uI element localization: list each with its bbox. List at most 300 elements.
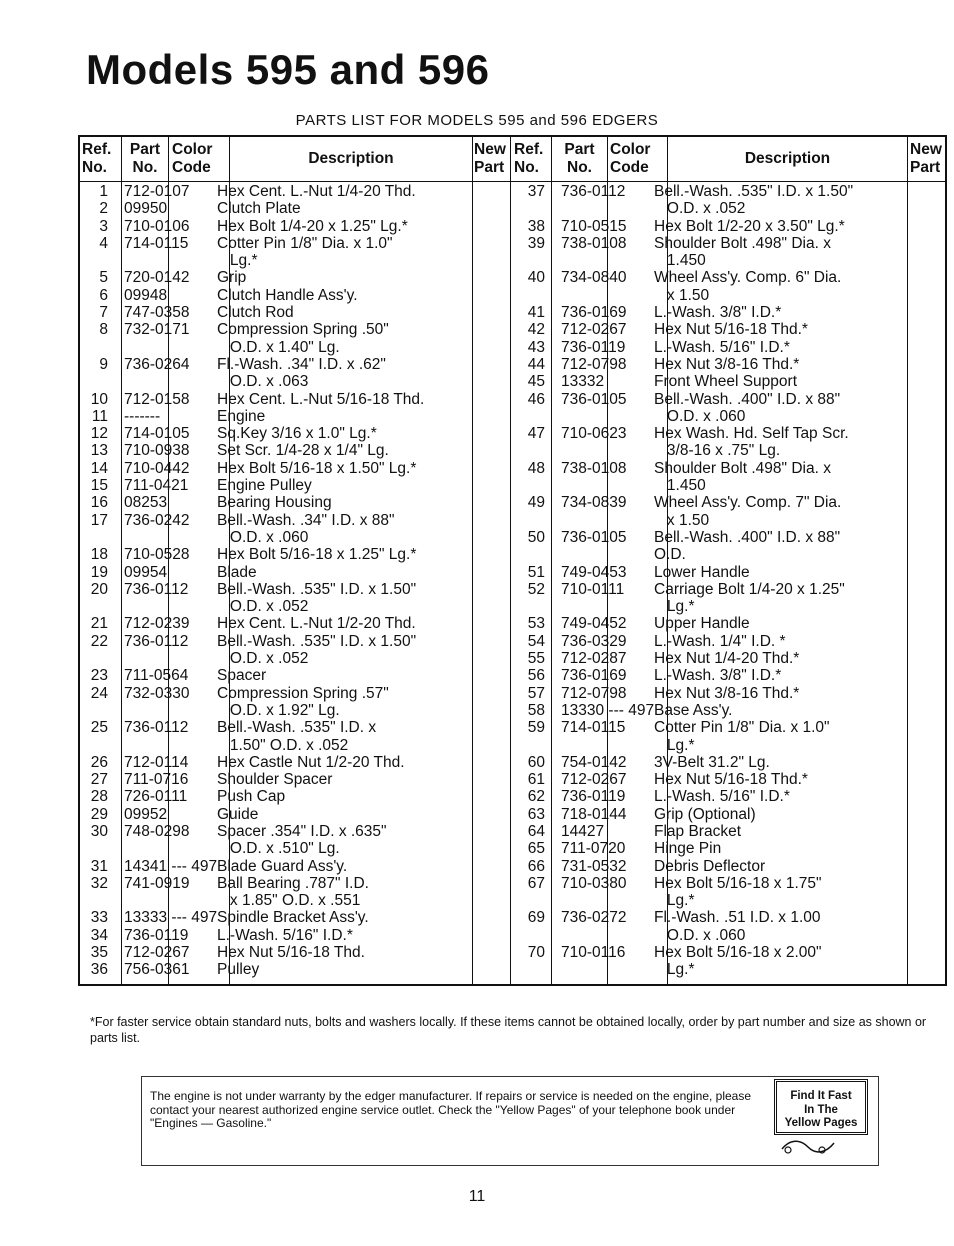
part-number: [545, 512, 644, 529]
table-row: [80, 737, 424, 754]
part-number: [545, 598, 644, 615]
part-description: Blade: [217, 563, 257, 581]
part-description: Lg.*: [654, 736, 695, 754]
part-number: 714-0115: [124, 234, 189, 252]
ref-number: 63: [527, 805, 545, 823]
ref-number: 70: [527, 944, 545, 962]
table-row: [517, 442, 853, 459]
part-description: Sq.Key 3/16 x 1.0" Lg.*: [217, 425, 377, 443]
part-description: O.D. x .052: [217, 650, 309, 668]
part-description: O.D.: [654, 546, 686, 564]
ref-number: 28: [90, 788, 108, 806]
part-description: Set Scr. 1/4-28 x 1/4" Lg.: [217, 442, 389, 460]
part-description: 1.450: [654, 252, 706, 270]
part-description: Hex Cent. L.-Nut 1/2-20 Thd.: [217, 615, 416, 633]
walking-fingers-icon: [778, 1135, 838, 1157]
table-row: [517, 235, 853, 252]
table-row: [517, 944, 853, 961]
header-new: New Part: [910, 141, 942, 176]
ref-number: 57: [527, 684, 545, 702]
part-description: Hex Nut 5/16-18 Thd.*: [654, 771, 808, 789]
table-row: [517, 909, 853, 926]
ref-number: 5: [99, 269, 108, 287]
ref-number: 62: [527, 788, 545, 806]
part-description: Bell.-Wash. .535" I.D. x 1.50": [217, 632, 417, 650]
part-description: x 1.50: [654, 286, 710, 304]
table-row: [80, 252, 424, 269]
header-divider: [80, 181, 945, 182]
part-number: [545, 408, 644, 425]
ref-number: 65: [527, 840, 545, 858]
table-row: [80, 287, 424, 304]
ref-number: 35: [90, 944, 108, 962]
yellow-pages-badge: [774, 1079, 868, 1135]
table-row: [80, 840, 424, 857]
part-description: Hex Castle Nut 1/2-20 Thd.: [217, 753, 405, 771]
part-description: Grip: [217, 269, 247, 287]
table-row: [517, 650, 853, 667]
ref-number: 15: [90, 477, 108, 495]
table-row: [80, 944, 424, 961]
part-description: Front Wheel Support: [654, 373, 798, 391]
ref-number: 6: [99, 286, 108, 304]
table-row: [80, 806, 424, 823]
ref-number: 44: [527, 355, 545, 373]
part-description: O.D. x .063: [217, 373, 309, 391]
part-description: Shoulder Bolt .498" Dia. x: [654, 459, 831, 477]
part-number: [545, 927, 644, 944]
part-number: 748-0298: [124, 822, 190, 840]
part-description: L.-Wash. 3/8" I.D.*: [654, 304, 782, 322]
part-description: Clutch Handle Ass'y.: [217, 286, 358, 304]
part-description: Hex Bolt 5/16-18 x 1.50" Lg.*: [217, 459, 417, 477]
part-number: 08253: [124, 494, 168, 512]
part-number: 736-0112: [124, 632, 189, 650]
ref-number: [80, 529, 108, 546]
part-number: 736-0169: [561, 304, 627, 322]
ref-number: 55: [527, 650, 545, 668]
part-description: L.-Wash. 5/16" I.D.*: [654, 788, 790, 806]
part-description: Guide: [217, 805, 259, 823]
table-row: [517, 287, 853, 304]
table-row: [80, 408, 424, 425]
ref-number: [517, 892, 545, 909]
part-description: O.D. x .052: [217, 598, 309, 616]
table-row: [517, 581, 853, 598]
table-row: [80, 875, 424, 892]
ref-number: 23: [90, 667, 108, 685]
ref-number: 14: [90, 459, 108, 477]
part-description: 3/8-16 x .75" Lg.: [654, 442, 781, 460]
ref-number: 54: [527, 632, 545, 650]
part-description: Upper Handle: [654, 615, 750, 633]
ref-number: 45: [527, 373, 545, 391]
table-row: [517, 512, 853, 529]
table-row: [517, 737, 853, 754]
table-row: [80, 892, 424, 909]
part-description: Base Ass'y.: [654, 701, 733, 719]
table-row: [80, 425, 424, 442]
part-description: Hex Cent. L.-Nut 5/16-18 Thd.: [217, 390, 425, 408]
ref-number: [517, 287, 545, 304]
part-number: 710-0442: [124, 459, 190, 477]
part-number: 738-0108: [561, 234, 627, 252]
part-number: 712-0114: [124, 753, 189, 771]
part-number: [545, 287, 644, 304]
ref-number: 46: [527, 390, 545, 408]
ref-number: 53: [527, 615, 545, 633]
ref-number: 69: [527, 909, 545, 927]
table-row: [80, 235, 424, 252]
table-row: [80, 719, 424, 736]
ref-number: 12: [90, 425, 108, 443]
part-description: Bearing Housing: [217, 494, 332, 512]
part-description: 3V-Belt 31.2" Lg.: [654, 753, 770, 771]
table-row: [517, 356, 853, 373]
part-description: Lg.*: [217, 252, 258, 270]
ref-number: 59: [527, 719, 545, 737]
part-description: Compression Spring .57": [217, 684, 389, 702]
part-description: Hex Nut 3/8-16 Thd.*: [654, 684, 800, 702]
part-number: 754-0142: [561, 753, 627, 771]
part-description: Hex Nut 3/8-16 Thd.*: [654, 355, 800, 373]
part-number: 712-0107: [124, 183, 190, 200]
header-color: Color Code: [172, 141, 213, 176]
part-description: 1.450: [654, 477, 706, 495]
part-description: Spacer: [217, 667, 267, 685]
part-description: O.D. x .052: [654, 200, 746, 218]
part-number: 747-0358: [124, 304, 190, 322]
table-row: [517, 529, 853, 546]
ref-number: 33: [90, 909, 108, 927]
ref-number: 37: [527, 183, 545, 200]
page-title: Models 595 and 596: [86, 46, 490, 93]
right-parts-list: [517, 183, 853, 979]
part-number: 711-0421: [124, 477, 189, 495]
ref-number: 61: [527, 771, 545, 789]
ref-number: 58: [527, 701, 545, 719]
part-description: Wheel Ass'y. Comp. 6" Dia.: [654, 269, 842, 287]
part-number: [108, 598, 207, 615]
table-row: [517, 425, 853, 442]
ref-number: 48: [527, 459, 545, 477]
part-number: 736-0112: [124, 719, 189, 737]
part-description: O.D. x 1.40" Lg.: [217, 338, 340, 356]
ref-number: 29: [90, 805, 108, 823]
table-row: [80, 494, 424, 511]
ref-number: [517, 927, 545, 944]
part-description: Ball Bearing .787" I.D.: [217, 874, 369, 892]
table-row: [517, 183, 853, 200]
table-row: [517, 252, 853, 269]
part-description: x 1.50: [654, 511, 710, 529]
part-number: 736-0329: [561, 632, 627, 650]
ref-number: 27: [90, 771, 108, 789]
left-parts-list: [80, 183, 424, 979]
part-description: Bell.-Wash. .400" I.D. x 88": [654, 390, 841, 408]
part-number: 712-0267: [561, 321, 627, 339]
ref-number: 8: [99, 321, 108, 339]
ref-number: [517, 961, 545, 978]
part-number: 710-0623: [561, 425, 627, 443]
ref-number: 31: [90, 857, 108, 875]
part-description: Spindle Bracket Ass'y.: [217, 909, 369, 927]
part-number: 736-0112: [561, 183, 626, 200]
ref-number: [80, 702, 108, 719]
ref-number: [517, 442, 545, 459]
part-number: [545, 737, 644, 754]
part-number: 710-0106: [124, 217, 190, 235]
table-row: [80, 356, 424, 373]
part-number: 09952: [124, 805, 168, 823]
table-row: [80, 788, 424, 805]
ref-number: 11: [91, 407, 108, 425]
part-number: 736-0264: [124, 355, 190, 373]
col-divider: [907, 137, 908, 984]
table-row: [517, 771, 853, 788]
ref-number: 21: [90, 615, 108, 633]
table-row: [517, 892, 853, 909]
part-description: Bell.-Wash. .535" I.D. x 1.50": [217, 580, 417, 598]
part-number: 736-0119: [124, 926, 189, 944]
part-number: [545, 442, 644, 459]
part-number: 712-0158: [124, 390, 190, 408]
part-number: 712-0267: [124, 944, 190, 962]
table-row: [517, 875, 853, 892]
part-description: O.D. x 1.92" Lg.: [217, 701, 340, 719]
ref-number: 41: [527, 304, 545, 322]
table-row: [517, 494, 853, 511]
part-number: 741-0919: [124, 874, 190, 892]
table-row: [517, 840, 853, 857]
part-number: 711-0716: [124, 771, 189, 789]
part-number: 711-0720: [561, 840, 626, 858]
part-number: 13333 --- 497: [124, 909, 218, 927]
part-description: Fl.-Wash. .34" I.D. x .62": [217, 355, 386, 373]
ref-number: [80, 373, 108, 390]
table-row: [80, 200, 424, 217]
ref-number: [80, 892, 108, 909]
part-number: 736-0272: [561, 909, 627, 927]
part-number: 736-0119: [561, 788, 626, 806]
part-description: Bell.-Wash. .535" I.D. x 1.50": [654, 183, 854, 200]
header-ref: Ref. No.: [82, 141, 112, 176]
part-number: [108, 840, 207, 857]
ref-number: 26: [90, 753, 108, 771]
table-row: [517, 408, 853, 425]
part-number: 736-0169: [561, 667, 627, 685]
table-row: [517, 321, 853, 338]
table-row: [80, 391, 424, 408]
part-number: [545, 961, 644, 978]
table-row: [80, 373, 424, 390]
part-description: Engine Pulley: [217, 477, 312, 495]
ref-number: 24: [90, 684, 108, 702]
table-row: [517, 269, 853, 286]
part-number: 710-0938: [124, 442, 190, 460]
ref-number: 22: [90, 632, 108, 650]
part-number: 718-0144: [561, 805, 627, 823]
part-description: Cotter Pin 1/8" Dia. x 1.0": [654, 719, 830, 737]
part-description: Hex Bolt 1/2-20 x 3.50" Lg.*: [654, 217, 845, 235]
part-number: 09954: [124, 563, 168, 581]
table-row: [80, 615, 424, 632]
table-row: [80, 667, 424, 684]
table-row: [517, 460, 853, 477]
ref-number: 36: [90, 961, 108, 979]
table-row: [517, 961, 853, 978]
notice-text: The engine is not under warranty by the edger manufacturer. If repairs or service is needed on the engine, please contact your nearest authorized engine service outlet. Check the "Yellow Pages" of your telephone book under "Engines — Gasoline.": [150, 1089, 752, 1130]
table-row: [80, 512, 424, 529]
table-row: [80, 927, 424, 944]
part-description: Bell.-Wash. .34" I.D. x 88": [217, 511, 395, 529]
part-number: 712-0287: [561, 650, 627, 668]
part-description: O.D. x .510" Lg.: [217, 840, 340, 858]
part-description: x 1.85" O.D. x .551: [217, 892, 361, 910]
part-number: [545, 477, 644, 494]
part-number: 736-0119: [561, 338, 626, 356]
ref-number: 2: [99, 200, 108, 218]
part-description: Push Cap: [217, 788, 286, 806]
part-description: Lg.*: [654, 892, 695, 910]
part-number: [108, 529, 207, 546]
part-description: Blade Guard Ass'y.: [217, 857, 348, 875]
table-row: [80, 529, 424, 546]
part-description: L.-Wash. 1/4" I.D. *: [654, 632, 786, 650]
ref-number: 20: [90, 580, 108, 598]
part-number: 710-0380: [561, 874, 627, 892]
table-row: [80, 961, 424, 978]
part-number: 09948: [124, 286, 168, 304]
part-number: 714-0115: [561, 719, 626, 737]
ref-number: 40: [527, 269, 545, 287]
part-number: [108, 252, 207, 269]
ref-number: [80, 840, 108, 857]
table-row: [517, 927, 853, 944]
ref-number: 60: [527, 753, 545, 771]
parts-list-subtitle: PARTS LIST FOR MODELS 595 and 596 EDGERS: [295, 112, 659, 129]
ref-number: 13: [90, 442, 108, 460]
table-row: [80, 633, 424, 650]
part-number: 731-0532: [561, 857, 627, 875]
table-row: [80, 546, 424, 563]
part-number: 712-0798: [561, 684, 627, 702]
part-number: 711-0564: [124, 667, 189, 685]
header-description: Description: [744, 150, 831, 167]
part-description: Hex Nut 5/16-18 Thd.: [217, 944, 365, 962]
ref-number: [517, 512, 545, 529]
part-description: Spacer .354" I.D. x .635": [217, 822, 387, 840]
part-description: Engine: [217, 407, 266, 425]
part-description: L.-Wash. 5/16" I.D.*: [654, 338, 790, 356]
engine-warranty-notice: [141, 1076, 879, 1166]
part-description: 1.50" O.D. x .052: [217, 736, 349, 754]
table-row: [80, 183, 424, 200]
part-number: 710-0515: [561, 217, 627, 235]
part-description: Hex Nut 1/4-20 Thd.*: [654, 650, 800, 668]
ref-number: 30: [90, 822, 108, 840]
part-description: Hex Wash. Hd. Self Tap Scr.: [654, 425, 849, 443]
part-description: O.D. x .060: [654, 926, 746, 944]
table-row: [517, 667, 853, 684]
table-row: [80, 218, 424, 235]
footnote: *For faster service obtain standard nuts, bolts and washers locally. If these items cannot be obtained locally, order by part number and size as shown or parts list.: [90, 1015, 927, 1045]
ref-number: 25: [90, 719, 108, 737]
col-divider: [472, 137, 473, 984]
table-row: [517, 218, 853, 235]
part-number: 13330 --- 497: [561, 701, 655, 719]
ref-number: 1: [99, 183, 108, 200]
part-number: [108, 892, 207, 909]
header-ref: Ref. No.: [514, 141, 544, 176]
part-description: Bell.-Wash. .535" I.D. x: [217, 719, 377, 737]
ref-number: 56: [527, 667, 545, 685]
part-number: 712-0267: [561, 771, 627, 789]
part-number: 749-0453: [561, 563, 627, 581]
part-number: 736-0112: [124, 580, 189, 598]
part-description: Carriage Bolt 1/4-20 x 1.25": [654, 580, 845, 598]
ref-number: [80, 598, 108, 615]
table-row: [517, 373, 853, 390]
table-row: [517, 858, 853, 875]
part-description: Flap Bracket: [654, 822, 742, 840]
table-row: [80, 339, 424, 356]
ref-number: [517, 408, 545, 425]
table-row: [80, 581, 424, 598]
part-number: 732-0330: [124, 684, 190, 702]
table-row: [80, 304, 424, 321]
table-row: [80, 460, 424, 477]
ref-number: 7: [99, 304, 108, 322]
ref-number: [517, 546, 545, 563]
ref-number: 32: [90, 874, 108, 892]
part-number: 736-0242: [124, 511, 190, 529]
part-number: 710-0528: [124, 546, 190, 564]
part-description: Shoulder Bolt .498" Dia. x: [654, 234, 831, 252]
table-row: [80, 685, 424, 702]
table-row: [517, 304, 853, 321]
part-number: 738-0108: [561, 459, 627, 477]
part-description: Lower Handle: [654, 563, 750, 581]
table-row: [80, 269, 424, 286]
ref-number: 16: [90, 494, 108, 512]
part-description: L.-Wash. 5/16" I.D.*: [217, 926, 353, 944]
part-number: 714-0105: [124, 425, 190, 443]
table-row: [517, 615, 853, 632]
part-number: 749-0452: [561, 615, 627, 633]
part-description: O.D. x .060: [654, 407, 746, 425]
part-description: Clutch Rod: [217, 304, 294, 322]
part-number: [545, 252, 644, 269]
table-row: [80, 598, 424, 615]
ref-number: [517, 598, 545, 615]
part-number: 13332: [561, 373, 605, 391]
parts-table: [78, 135, 947, 986]
header-color: Color Code: [610, 141, 651, 176]
part-number: 732-0171: [124, 321, 190, 339]
part-description: Compression Spring .50": [217, 321, 389, 339]
ref-number: 52: [527, 580, 545, 598]
table-row: [80, 564, 424, 581]
part-number: 09950: [124, 200, 168, 218]
part-number: -------: [124, 407, 161, 425]
ref-number: 51: [527, 563, 545, 581]
part-number: 710-0116: [561, 944, 626, 962]
table-row: [517, 685, 853, 702]
table-row: [517, 339, 853, 356]
table-row: [80, 442, 424, 459]
part-description: Hex Bolt 1/4-20 x 1.25" Lg.*: [217, 217, 408, 235]
